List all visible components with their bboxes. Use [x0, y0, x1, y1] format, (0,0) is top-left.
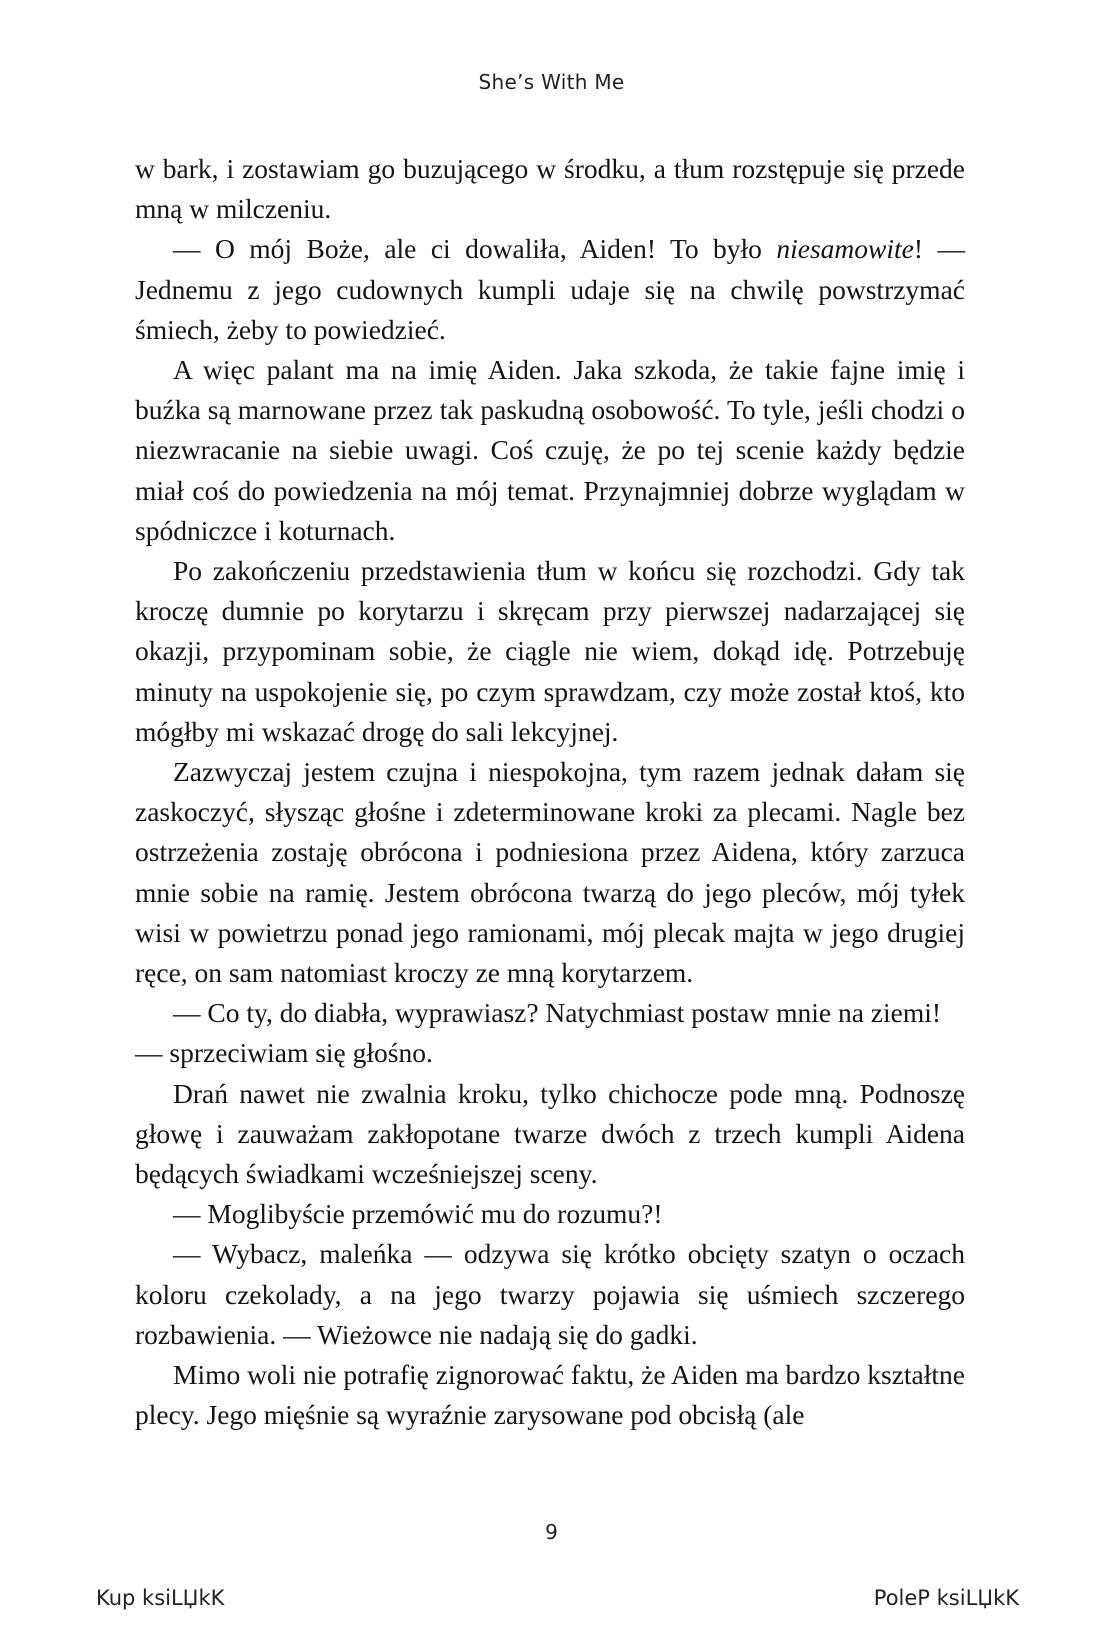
emphasis-text: niesamowite: [776, 233, 914, 265]
page-body: [135, 149, 965, 1436]
paragraph: A więc palant ma na imię Aiden. Jaka szkoda, że takie fajne imię i buźka są marnowane przez tak paskudną osobowość. To tyle, jeśli chodzi o niezwracanie na siebie uwagi. Coś czuję, że po tej scenie każdy będzie miał coś do powiedzenia na mój temat. Przynajmniej dobrze wyglądam w spódniczce i koturnach.: [135, 354, 965, 546]
recommend-book-link[interactable]: PoleP ksiLЏkK: [873, 1586, 1019, 1610]
buy-book-link[interactable]: Kup ksiLЏkK: [96, 1586, 225, 1610]
paragraph: — Wybacz, maleńka — odzywa się krótko obcięty szatyn o oczach koloru czekolady, a na jego twarzy pojawia się uśmiech szczerego rozbawienia. — Wieżowce nie nadają się do gadki.: [135, 1238, 965, 1350]
page-number: 9: [545, 1520, 558, 1544]
paragraph: Drań nawet nie zwalnia kroku, tylko chichocze pode mną. Podnoszę głowę i zauważam zakłopotane twarze dwóch z trzech kumpli Aidena będących świadkami wcześniejszej sceny.: [135, 1077, 965, 1190]
paragraph: [135, 229, 965, 350]
paragraph-text: ! — Jednemu z jego cudownych kumpli udaje się na chwilę powstrzymać śmiech, żeby to powiedzieć.: [135, 233, 965, 345]
running-header: She’s With Me: [478, 70, 625, 94]
paragraph: w bark, i zostawiam go buzującego w środku, a tłum rozstępuje się przede mną w milczeniu.: [135, 153, 965, 225]
paragraph: Po zakończeniu przedstawienia tłum w końcu się rozchodzi. Gdy tak kroczę dumnie po korytarzu i skręcam przy pierwszej nadarzającej się okazji, przypominam sobie, że ciągle nie wiem, dokąd idę. Potrzebuję minuty na uspokojenie się, po czym sprawdzam, czy może został ktoś, kto mógłby mi wskazać drogę do sali lekcyjnej.: [135, 555, 965, 747]
paragraph: — Moglibyście przemówić mu do rozumu?!: [173, 1198, 663, 1230]
paragraph: Zazwyczaj jestem czujna i niespokojna, tym razem jednak dałam się zaskoczyć, słysząc głośne i zdeterminowane kroki za plecami. Nagle bez ostrzeżenia zostaję obrócona i podniesiona przez Aidena, który zarzuca mnie sobie na ramię. Jestem obrócona twarzą do jego pleców, mój tyłek wisi w powietrzu ponad jego ramionami, mój plecak majta w jego drugiej ręce, on sam natomiast kroczy ze mną korytarzem.: [135, 756, 965, 989]
paragraph-text: — O mój Boże, ale ci dowaliła, Aiden! To było: [173, 233, 777, 265]
paragraph: — sprzeciwiam się głośno.: [135, 1037, 433, 1069]
paragraph: — Co ty, do diabła, wyprawiasz? Natychmiast postaw mnie na ziemi!: [173, 997, 942, 1029]
paragraph: Mimo woli nie potrafię zignorować faktu, że Aiden ma bardzo kształtne plecy. Jego mięśnie są wyraźnie zarysowane pod obcisłą (ale: [135, 1359, 965, 1431]
